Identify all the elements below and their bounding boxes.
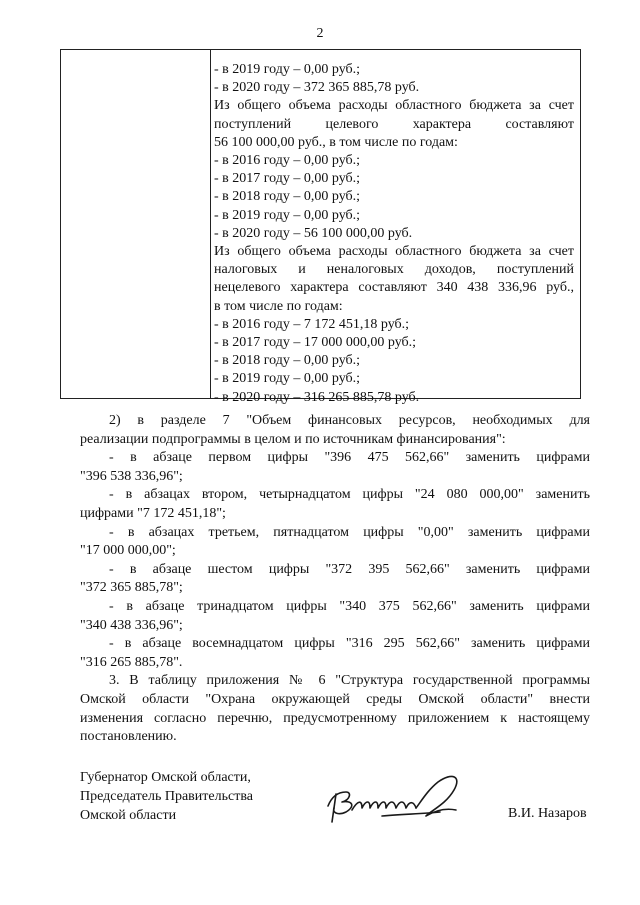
signatory-line: Омской области: [80, 808, 177, 823]
text-line: "372 365 885,78";: [80, 580, 183, 596]
cell-line: - в 2019 году – 0,00 руб.;: [214, 62, 361, 77]
budget-table: [60, 49, 581, 405]
cell-line: - в 2020 году – 56 100 000,00 руб.: [214, 225, 413, 241]
amendment-text: [80, 412, 590, 747]
cell-line: - в 2020 году – 316 265 885,78 руб.: [214, 389, 420, 405]
cell-line: - в 2020 году – 372 365 885,78 руб.: [214, 80, 420, 96]
signatory-line: Губернатор Омской области,: [80, 770, 251, 785]
table-cell-financing: [214, 61, 574, 407]
cell-line: 56 100 000,00 руб., в том числе по годам:: [214, 134, 458, 150]
cell-line: - в 2019 году – 0,00 руб.;: [214, 207, 361, 223]
cell-line: в том числе по годам:: [214, 298, 343, 314]
text-line: изменения согласно перечню, предусмотренному приложением к настоящему: [80, 710, 590, 726]
text-line: Омской области "Охрана окружающей среды Омской области" внести: [80, 691, 590, 707]
signatory-name: В.И. Назаров: [508, 806, 587, 821]
text-line: - в абзаце шестом цифры "372 395 562,66" заменить цифрами: [109, 561, 590, 577]
signatory-title: [80, 768, 253, 825]
cell-line: Из общего объема расходы областного бюджета за счет: [214, 244, 574, 260]
text-line: "396 538 336,96";: [80, 468, 183, 484]
cell-line: - в 2016 году – 7 172 451,18 руб.;: [214, 316, 410, 332]
cell-line: - в 2019 году – 0,00 руб.;: [214, 371, 361, 387]
text-line: - в абзаце тринадцатом цифры "340 375 562,66" заменить цифрами: [109, 598, 590, 614]
cell-line: - в 2017 году – 0,00 руб.;: [214, 171, 361, 187]
text-line: - в абзаце восемнадцатом цифры "316 295 562,66" заменить цифрами: [109, 636, 590, 652]
text-line: - в абзацах втором, четырнадцатом цифры "24 080 000,00" заменить: [109, 487, 590, 503]
page-number: 2: [316, 26, 324, 41]
text-line: "316 265 885,78".: [80, 654, 183, 670]
text-line: - в абзацах третьем, пятнадцатом цифры "0,00" заменить цифрами: [109, 524, 590, 540]
text-line: - в абзаце первом цифры "396 475 562,66" заменить цифрами: [109, 450, 590, 466]
cell-line: - в 2016 году – 0,00 руб.;: [214, 153, 361, 169]
text-line: реализации подпрограммы в целом и по источникам финансирования":: [80, 431, 506, 447]
cell-line: поступлений целевого характера составляют: [214, 116, 574, 132]
text-line: 3. В таблицу приложения № 6 "Структура государственной программы: [109, 673, 590, 689]
signatory-line: Председатель Правительства: [80, 789, 253, 804]
cell-line: - в 2017 году – 17 000 000,00 руб.;: [214, 335, 417, 351]
text-line: цифрами "7 172 451,18";: [80, 505, 226, 521]
cell-line: - в 2018 году – 0,00 руб.;: [214, 353, 361, 369]
cell-line: нецелевого характера составляют 340 438 336,96 руб.,: [214, 280, 574, 296]
text-line: постановлению.: [80, 729, 177, 745]
text-line: "17 000 000,00";: [80, 543, 176, 559]
cell-line: - в 2018 году – 0,00 руб.;: [214, 189, 361, 205]
text-line: 2) в разделе 7 "Объем финансовых ресурсов, необходимых для: [109, 413, 590, 428]
cell-line: налоговых и неналоговых доходов, поступлений: [214, 262, 574, 278]
text-line: "340 438 336,96";: [80, 617, 183, 633]
cell-line: Из общего объема расходы областного бюджета за счет: [214, 98, 574, 114]
handwritten-signature: [322, 770, 472, 832]
table-column-divider: [210, 50, 211, 398]
